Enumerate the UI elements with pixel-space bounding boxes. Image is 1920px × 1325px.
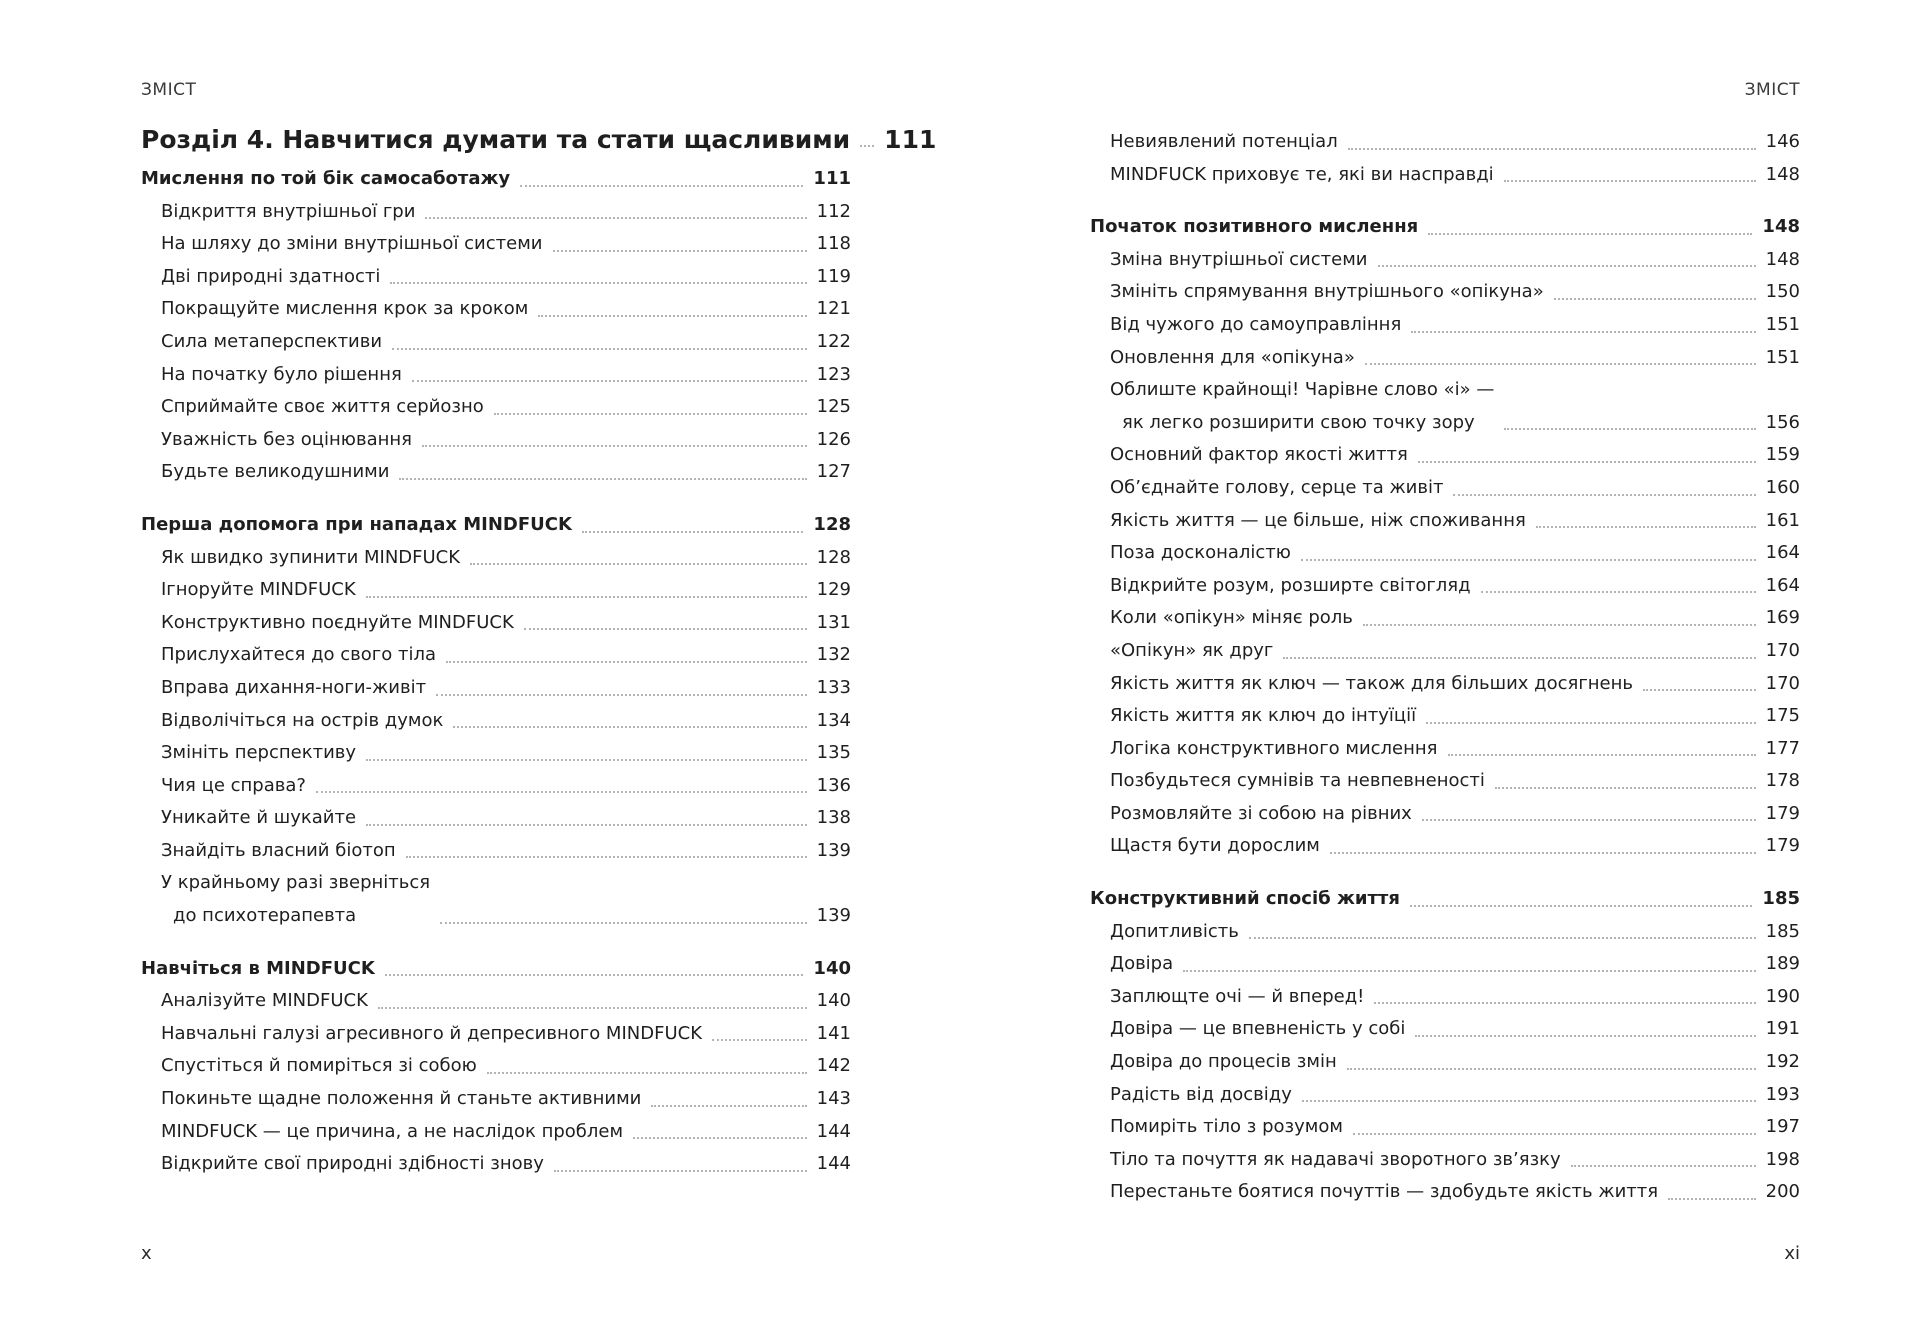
entry-page-number: 141 [816, 1022, 851, 1044]
entry-page-number: 161 [1765, 509, 1800, 531]
entry-title: Сила метаперспективи [161, 330, 383, 352]
toc-entry[interactable] [1090, 733, 1800, 766]
entry-page-number: 198 [1765, 1148, 1800, 1170]
entry-page-number: 190 [1765, 985, 1800, 1007]
dot-leader [633, 1137, 807, 1139]
entry-title: Якість життя — це більше, ніж споживання [1110, 509, 1526, 531]
entry-page-number: 148 [1765, 248, 1800, 270]
entry-page-number: 189 [1765, 953, 1800, 975]
entry-page-number: 139 [816, 905, 851, 927]
section-entry[interactable] [1090, 883, 1800, 916]
toc-entry[interactable] [141, 835, 851, 868]
dot-leader [1302, 1100, 1756, 1102]
dot-leader [1283, 657, 1755, 659]
dot-leader [425, 217, 806, 219]
dot-leader [1448, 754, 1756, 756]
entry-title: Відкриття внутрішньої гри [161, 200, 416, 222]
dot-leader [366, 824, 807, 826]
page-number-folio: xi [1784, 1243, 1800, 1264]
page-number-folio: x [141, 1243, 152, 1264]
toc-entry[interactable] [141, 542, 851, 575]
section-page-number: 148 [1762, 216, 1800, 238]
dot-leader [1301, 559, 1756, 561]
toc-entry[interactable] [1090, 635, 1800, 668]
dot-leader [1353, 1133, 1756, 1135]
toc-entry[interactable] [141, 326, 851, 359]
toc-entry[interactable] [1090, 505, 1800, 538]
toc-entry[interactable] [141, 705, 851, 738]
entry-page-number: 123 [816, 363, 851, 385]
chapter-page-number: 111 [884, 125, 937, 154]
entry-page-number: 151 [1765, 346, 1800, 368]
toc-entry[interactable] [1090, 159, 1800, 192]
dot-leader [1410, 905, 1753, 907]
entry-page-number: 193 [1765, 1083, 1800, 1105]
entry-title-line-2: як легко розширити свою точку зору [1122, 411, 1475, 433]
toc-entry[interactable] [1090, 1079, 1800, 1112]
section-title: Початок позитивного мислення [1090, 216, 1419, 238]
toc-entry[interactable] [1090, 472, 1800, 505]
toc-entry[interactable] [1090, 309, 1800, 342]
dot-leader [385, 974, 804, 976]
dot-leader [860, 145, 874, 147]
entry-title: Довіра [1110, 953, 1174, 975]
entry-title: Конструктивно поєднуйте MINDFUCK [161, 611, 514, 633]
dot-leader [470, 563, 807, 565]
entry-page-number: 179 [1765, 802, 1800, 824]
toc-entry[interactable] [141, 802, 851, 835]
entry-title [161, 867, 430, 932]
entry-title: «Опікун» як друг [1110, 639, 1274, 661]
toc-entry[interactable] [141, 196, 851, 229]
toc-entry[interactable] [141, 1083, 851, 1116]
entry-title: Ігноруйте MINDFUCK [161, 579, 356, 601]
entry-title: Розмовляйте зі собою на рівних [1110, 802, 1412, 824]
dot-leader [1183, 970, 1756, 972]
entry-title: Тіло та почуття як надавачі зворотного зв’язку [1110, 1148, 1561, 1170]
entry-page-number: 197 [1765, 1116, 1800, 1138]
dot-leader [1426, 722, 1755, 724]
entry-title: Довіра — це впевненість у собі [1110, 1018, 1406, 1040]
dot-leader [1428, 233, 1752, 235]
entry-title: Змініть спрямування внутрішнього «опікуна» [1110, 281, 1544, 303]
entry-page-number: 144 [816, 1120, 851, 1142]
dot-leader [1495, 787, 1756, 789]
toc-entry[interactable] [141, 424, 851, 457]
entry-page-number: 129 [816, 579, 851, 601]
dot-leader [1249, 937, 1756, 939]
toc-entry[interactable] [141, 359, 851, 392]
section-title: Навчіться в MINDFUCK [141, 957, 375, 979]
dot-leader [446, 661, 807, 663]
section-entry[interactable] [1090, 211, 1800, 244]
dot-leader [582, 531, 804, 533]
entry-page-number: 156 [1765, 411, 1800, 433]
toc-entry[interactable] [1090, 537, 1800, 570]
entry-page-number: 200 [1765, 1181, 1800, 1203]
dot-leader [1504, 180, 1756, 182]
entry-title: Зміна внутрішньої системи [1110, 248, 1368, 270]
entry-title: Навчальні галузі агресивного й депресивного MINDFUCK [161, 1022, 702, 1044]
entry-title: Прислухайтеся до свого тіла [161, 644, 437, 666]
dot-leader [390, 282, 806, 284]
dot-leader [412, 380, 807, 382]
entry-page-number: 135 [816, 742, 851, 764]
entry-page-number: 131 [816, 611, 851, 633]
entry-title: Чия це справа? [161, 774, 306, 796]
entry-title: Логіка конструктивного мислення [1110, 737, 1438, 759]
entry-title: Оновлення для «опікуна» [1110, 346, 1355, 368]
toc-entry[interactable] [1090, 439, 1800, 472]
entry-title: Покиньте щадне положення й станьте активними [161, 1088, 642, 1110]
toc-entry[interactable] [141, 639, 851, 672]
entry-title: Об’єднайте голову, серце та живіт [1110, 476, 1444, 498]
dot-leader [712, 1039, 807, 1041]
entry-page-number: 164 [1765, 542, 1800, 564]
dot-leader [1374, 1002, 1755, 1004]
entry-title: Сприймайте своє життя серйозно [161, 396, 484, 418]
entry-page-number: 148 [1765, 163, 1800, 185]
toc-entry[interactable] [1090, 668, 1800, 701]
dot-leader [399, 478, 806, 480]
entry-title: Поза досконалістю [1110, 542, 1291, 564]
section-entry[interactable] [141, 509, 851, 542]
entry-title: Вправа дихання-ноги-живіт [161, 676, 427, 698]
entry-title: На шляху до зміни внутрішньої системи [161, 233, 543, 255]
dot-leader [651, 1105, 806, 1107]
dot-leader [366, 759, 807, 761]
dot-leader [316, 791, 807, 793]
toc-entry[interactable] [1090, 1046, 1800, 1079]
dot-leader [538, 315, 806, 317]
left-page [141, 0, 937, 1325]
toc-entry[interactable] [1090, 276, 1800, 309]
entry-page-number: 179 [1765, 835, 1800, 857]
entry-page-number: 160 [1765, 476, 1800, 498]
dot-leader [440, 922, 807, 924]
entry-page-number: 133 [816, 676, 851, 698]
entry-title-line-1: У крайньому разі зверніться [161, 872, 431, 894]
toc-entry[interactable] [141, 228, 851, 261]
toc-entry[interactable] [1090, 981, 1800, 1014]
entry-page-number: 191 [1765, 1018, 1800, 1040]
toc-entry[interactable] [141, 985, 851, 1018]
toc-entry[interactable] [141, 1050, 851, 1083]
toc-entry[interactable] [141, 1018, 851, 1051]
entry-title-line-2: до психотерапевта [173, 905, 357, 927]
section-entry[interactable] [141, 163, 851, 196]
toc-entry[interactable] [1090, 1144, 1800, 1177]
entry-title: Покращуйте мислення крок за кроком [161, 298, 529, 320]
toc-entry[interactable] [1090, 342, 1800, 375]
dot-leader [1378, 265, 1756, 267]
toc-entry[interactable] [141, 456, 851, 489]
entry-title: Аналізуйте MINDFUCK [161, 990, 368, 1012]
dot-leader [1363, 624, 1756, 626]
dot-leader [487, 1072, 807, 1074]
dot-leader [1504, 428, 1755, 430]
toc-entry[interactable] [1090, 765, 1800, 798]
table-of-contents [141, 123, 937, 1181]
dot-leader [1554, 298, 1756, 300]
dot-leader [392, 348, 807, 350]
dot-leader [1415, 1035, 1755, 1037]
toc-entry[interactable] [1090, 700, 1800, 733]
dot-leader [494, 413, 807, 415]
dot-leader [1536, 526, 1756, 528]
entry-page-number: 144 [816, 1153, 851, 1175]
toc-entry[interactable] [141, 770, 851, 803]
entry-title: Відкрийте розум, розширте світогляд [1110, 574, 1471, 596]
entry-page-number: 151 [1765, 313, 1800, 335]
entry-page-number: 178 [1765, 770, 1800, 792]
dot-leader [1643, 689, 1756, 691]
entry-page-number: 170 [1765, 639, 1800, 661]
dot-leader [1365, 363, 1756, 365]
dot-leader [1348, 148, 1756, 150]
entry-title: Перестаньте боятися почуттів — здобудьте якість життя [1110, 1181, 1659, 1203]
entry-title: Якість життя як ключ до інтуїції [1110, 705, 1417, 727]
entry-title: Радість від досвіду [1110, 1083, 1292, 1105]
entry-page-number: 139 [816, 839, 851, 861]
entry-page-number: 140 [816, 990, 851, 1012]
dot-leader [554, 1170, 807, 1172]
toc-entry[interactable] [1090, 948, 1800, 981]
entry-title: Основний фактор якості життя [1110, 444, 1408, 466]
entry-title: Як швидко зупинити MINDFUCK [161, 546, 461, 568]
running-head: ЗМІСТ [1744, 80, 1800, 100]
entry-title: Змініть перспективу [161, 742, 357, 764]
entry-title: Від чужого до самоуправління [1110, 313, 1402, 335]
entry-page-number: 164 [1765, 574, 1800, 596]
dot-leader [1418, 461, 1756, 463]
entry-title: Відволічіться на острів думок [161, 709, 444, 731]
dot-leader [1571, 1165, 1756, 1167]
toc-entry[interactable] [1090, 916, 1800, 949]
entry-title: Невиявлений потенціал [1110, 131, 1338, 152]
entry-page-number: 122 [816, 330, 851, 352]
dot-leader [1422, 819, 1756, 821]
entry-page-number: 134 [816, 709, 851, 731]
entry-title: Уважність без оцінювання [161, 428, 412, 450]
toc-entry[interactable] [1090, 1111, 1800, 1144]
entry-page-number: 142 [816, 1055, 851, 1077]
entry-page-number: 132 [816, 644, 851, 666]
entry-title: Допитливість [1110, 920, 1239, 942]
entry-title: Позбудьтеся сумнівів та невпевненості [1110, 770, 1485, 792]
entry-title-line-1: Облиште крайнощі! Чарівне слово «і» — [1110, 379, 1495, 401]
dot-leader [1453, 494, 1755, 496]
entry-title: Довіра до процесів змін [1110, 1051, 1337, 1073]
entry-page-number: 138 [816, 807, 851, 829]
entry-page-number: 169 [1765, 607, 1800, 629]
entry-page-number: 118 [816, 233, 851, 255]
entry-page-number: 127 [816, 461, 851, 483]
dot-leader [422, 445, 807, 447]
entry-page-number: 192 [1765, 1051, 1800, 1073]
section-title: Мислення по той бік самосаботажу [141, 168, 511, 189]
toc-entry[interactable] [141, 574, 851, 607]
toc-entry[interactable] [1090, 374, 1800, 439]
entry-title: Заплющте очі — й вперед! [1110, 985, 1365, 1007]
toc-entry[interactable] [141, 672, 851, 705]
entry-title: Якість життя як ключ — також для більших досягнень [1110, 672, 1634, 694]
toc-entry[interactable] [1090, 244, 1800, 277]
entry-page-number: 125 [816, 396, 851, 418]
dot-leader [1481, 591, 1756, 593]
section-page-number: 111 [813, 168, 851, 189]
entry-page-number: 121 [816, 298, 851, 320]
entry-page-number: 143 [816, 1088, 851, 1110]
toc-entry[interactable] [1090, 1176, 1800, 1209]
entry-page-number: 128 [816, 546, 851, 568]
toc-entry[interactable] [141, 391, 851, 424]
entry-page-number: 185 [1765, 920, 1800, 942]
section-page-number: 140 [813, 957, 851, 979]
entry-title: Відкрийте свої природні здібності знову [161, 1153, 544, 1175]
section-page-number: 128 [813, 513, 851, 535]
entry-title: Коли «опікун» міняє роль [1110, 607, 1353, 629]
section-page-number: 185 [1762, 888, 1800, 910]
toc-entry[interactable] [141, 293, 851, 326]
entry-page-number: 119 [816, 265, 851, 287]
entry-title: Будьте великодушними [161, 461, 390, 483]
dot-leader [1411, 331, 1755, 333]
entry-page-number: 150 [1765, 281, 1800, 303]
dot-leader [1347, 1068, 1756, 1070]
entry-page-number: 175 [1765, 705, 1800, 727]
entry-title: Знайдіть власний біотоп [161, 839, 396, 861]
toc-entry[interactable] [141, 1116, 851, 1149]
entry-title: MINDFUCK приховує те, які ви насправді [1110, 163, 1494, 185]
entry-title: На початку було рішення [161, 363, 402, 385]
entry-title: MINDFUCK — це причина, а не наслідок проблем [161, 1120, 624, 1142]
toc-entry[interactable] [1090, 126, 1800, 159]
entry-title: Помиріть тіло з розумом [1110, 1116, 1343, 1138]
table-of-contents [1090, 126, 1800, 1209]
entry-page-number: 146 [1765, 131, 1800, 152]
toc-entry[interactable] [1090, 570, 1800, 603]
toc-entry[interactable] [141, 1148, 851, 1181]
right-page [1090, 0, 1800, 1325]
entry-page-number: 112 [816, 200, 851, 222]
entry-title: Дві природні здатності [161, 265, 381, 287]
entry-title: Уникайте й шукайте [161, 807, 357, 829]
dot-leader [366, 596, 807, 598]
dot-leader [553, 250, 807, 252]
dot-leader [524, 628, 807, 630]
entry-page-number: 170 [1765, 672, 1800, 694]
entry-page-number: 126 [816, 428, 851, 450]
running-head: ЗМІСТ [141, 80, 197, 100]
chapter-title: Розділ 4. Навчитися думати та стати щасливими [141, 125, 851, 154]
dot-leader [1330, 852, 1756, 854]
toc-entry[interactable] [141, 737, 851, 770]
chapter-entry[interactable] [141, 123, 937, 157]
toc-entry[interactable] [1090, 830, 1800, 863]
entry-page-number: 136 [816, 774, 851, 796]
dot-leader [453, 726, 806, 728]
entry-title [1110, 374, 1494, 439]
entry-page-number: 159 [1765, 444, 1800, 466]
dot-leader [378, 1007, 807, 1009]
section-title: Перша допомога при нападах MINDFUCK [141, 513, 572, 535]
toc-entry[interactable] [141, 261, 851, 294]
toc-entry[interactable] [1090, 1013, 1800, 1046]
section-title: Конструктивний спосіб життя [1090, 888, 1400, 910]
entry-title: Щастя бути дорослим [1110, 835, 1320, 857]
entry-title: Спустіться й помиріться зі собою [161, 1055, 477, 1077]
dot-leader [1668, 1198, 1756, 1200]
toc-entry[interactable] [141, 867, 851, 932]
toc-entry[interactable] [1090, 602, 1800, 635]
entry-page-number: 177 [1765, 737, 1800, 759]
dot-leader [406, 856, 807, 858]
toc-entry[interactable] [141, 607, 851, 640]
toc-entry[interactable] [1090, 798, 1800, 831]
section-entry[interactable] [141, 953, 851, 986]
dot-leader [436, 694, 807, 696]
dot-leader [520, 185, 803, 187]
